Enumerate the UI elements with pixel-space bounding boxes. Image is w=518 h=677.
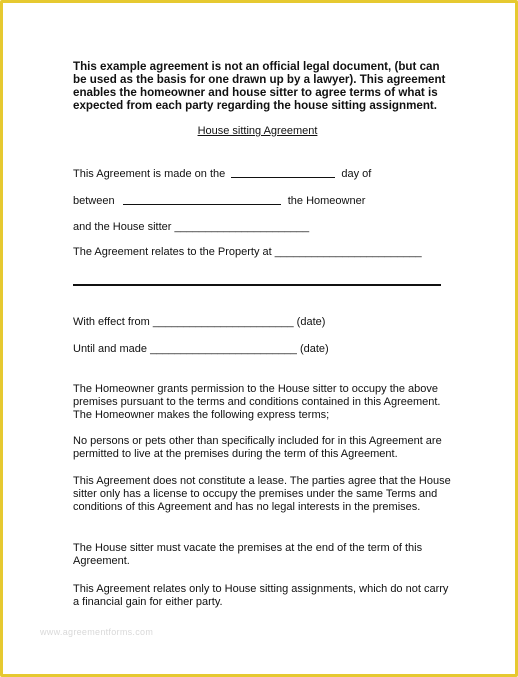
- paragraph-occupants: No persons or pets other than specifically included for in this Agreement are permitted to live at the premises during the term of this Agreement.: [73, 435, 442, 461]
- sitter-label: and the House sitter: [73, 221, 172, 233]
- effect-from-date-label: (date): [296, 316, 326, 328]
- property-line: [73, 246, 422, 259]
- paragraph-financial: This Agreement relates only to House sitting assignments, which do not carry a financial gain for either party.: [73, 583, 449, 609]
- until-label: Until and made: [73, 343, 147, 355]
- between-line: [73, 194, 365, 208]
- document-title: House sitting Agreement: [197, 125, 318, 137]
- property-label: The Agreement relates to the Property at: [73, 246, 272, 258]
- property-address-rule[interactable]: [73, 284, 441, 286]
- between-label: between: [73, 195, 115, 207]
- date-blank[interactable]: [231, 167, 335, 178]
- homeowner-label: the Homeowner: [287, 195, 366, 207]
- homeowner-blank[interactable]: [123, 194, 281, 205]
- effect-from-blank[interactable]: _______________________: [152, 316, 294, 328]
- until-date-label: (date): [299, 343, 329, 355]
- document-title-wrap: [0, 125, 518, 138]
- sitter-blank[interactable]: ______________________: [174, 221, 310, 233]
- effect-from-line: [73, 316, 325, 329]
- intro-disclaimer: This example agreement is not an official legal document, (but can be used as the basis for one drawn up by a lawyer). This agreement enables the homeowner and house sitter to agree terms of what is expected from each party regarding the house sitting assignment.: [73, 60, 446, 112]
- property-blank[interactable]: ________________________: [274, 246, 422, 258]
- sitter-line: [73, 221, 309, 234]
- made-on-label: This Agreement is made on the: [73, 168, 226, 180]
- paragraph-vacate: The House sitter must vacate the premises at the end of the term of this Agreement.: [73, 542, 423, 568]
- paragraph-permission: The Homeowner grants permission to the House sitter to occupy the above premises pursuant to the terms and conditions contained in this Agreement. The Homeowner makes the following express terms;: [73, 383, 441, 422]
- until-blank[interactable]: ________________________: [150, 343, 297, 355]
- paragraph-license: This Agreement does not constitute a lease. The parties agree that the House sitter only has a license to occupy the premises under the same Terms and conditions of this Agreement and has no legal interests in the premises.: [73, 475, 451, 514]
- day-of-label: day of: [341, 168, 372, 180]
- watermark: www.agreementforms.com: [40, 627, 154, 637]
- effect-from-label: With effect from: [73, 316, 150, 328]
- made-on-line: [73, 167, 371, 181]
- until-line: [73, 343, 329, 356]
